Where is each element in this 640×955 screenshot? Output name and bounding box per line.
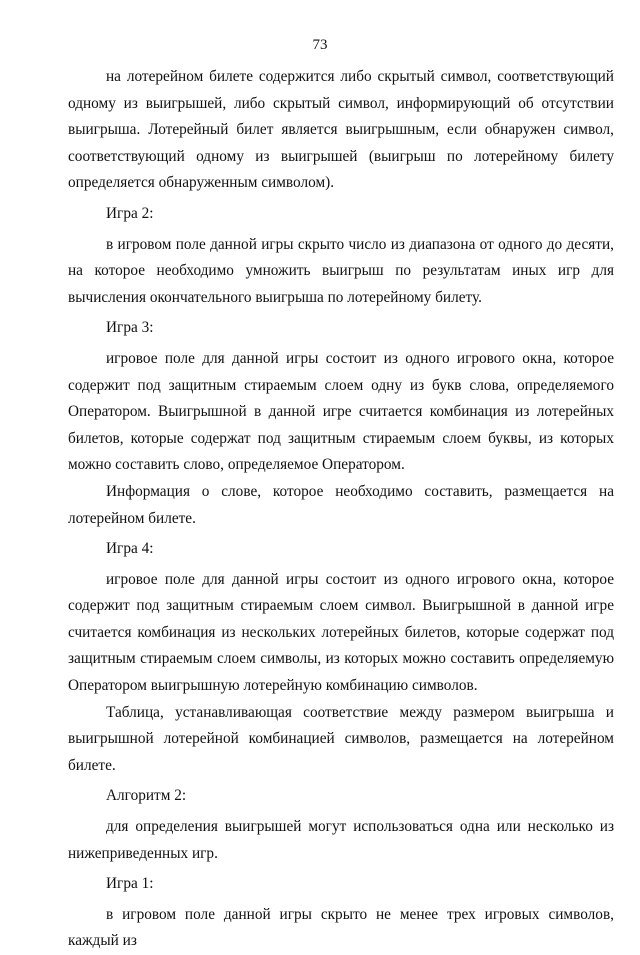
page-number: 73 — [312, 37, 328, 53]
paragraph-game-1: в игровом поле данной игры скрыто не менее трех игровых символов, каждый из — [68, 905, 614, 950]
paragraph-game-3: игровое поле для данной игры состоит из одного игрового окна, которое содержит под защитным стираемым слоем одну из букв слова, определяемого Оператором. Выигрышной в данной игре считается комбинация из лотерейных билетов, которые содержат под защитным стираемым слоем буквы, из которых можно составить слово, определяемое Оператором. — [68, 349, 614, 474]
paragraph-algorithm-2: для определения выигрышей могут использоваться одна или несколько из нижеприведенных игр. — [68, 818, 614, 862]
paragraph-game-4: игровое поле для данной игры состоит из одного игрового окна, которое содержит под защитным стираемым слоем символ. Выигрышной в данной игре считается комбинация из нескольких лотерейных билетов, которые содержат под защитным стираемым слоем символы, из которых можно составить определяемую Оператором выигрышную лотерейную комбинацию символов. — [68, 570, 614, 695]
heading-game-3: Игра 3: — [106, 319, 154, 337]
heading-game-2: Игра 2: — [106, 204, 154, 222]
paragraph-word-info: Информация о слове, которое необходимо составить, размещается на лотерейном билете. — [68, 482, 614, 527]
heading-game-4: Игра 4: — [106, 540, 154, 558]
paragraph-game-2: в игровом поле данной игры скрыто число из диапазона от одного до десяти, на которое необходимо умножить выигрыш по результатам иных игр для вычисления окончательного выигрыша по лотерейному билету. — [68, 235, 614, 306]
document-body — [68, 64, 614, 955]
heading-game-1: Игра 1: — [106, 875, 154, 893]
paragraph-prize-table: Таблица, устанавливающая соответствие между размером выигрыша и выигрышной лотерейной комбинацией символов, размещается на лотерейном билете. — [68, 703, 614, 774]
paragraph-ticket-symbol: на лотерейном билете содержится либо скрытый символ, соответствующий одному из выигрышей, либо скрытый символ, информирующий об отсутствии выигрыша. Лотерейный билет является выигрышным, если обнаружен символ, соответствующий одному из выигрышей (выигрыш по лотерейному билету определяется обнаруженным символом). — [68, 68, 614, 192]
heading-algorithm-2: Алгоритм 2: — [106, 787, 187, 805]
